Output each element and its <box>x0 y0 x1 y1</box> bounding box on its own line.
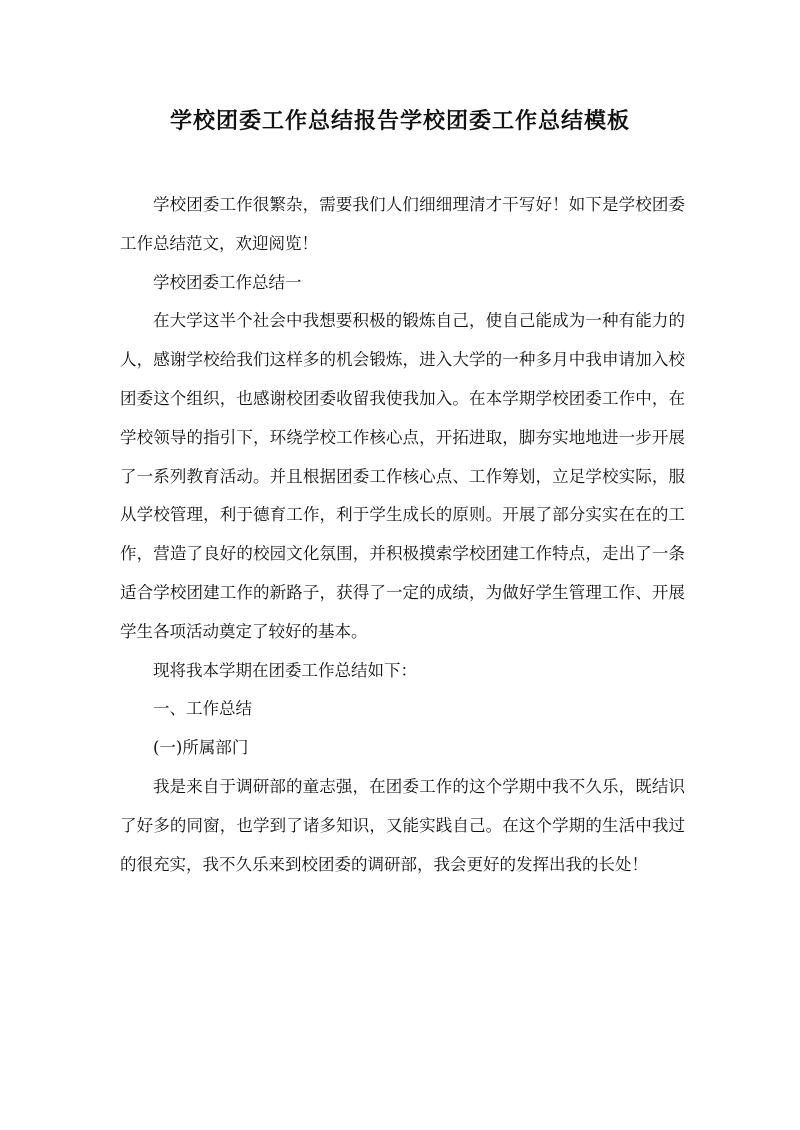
section-heading-work-summary: 一、工作总结 <box>153 699 252 719</box>
subsection-heading-department: (一)所属部门 <box>153 738 249 758</box>
intro-paragraph: 学校团委工作很繁杂，需要我们人们细细理清才干写好！如下是学校团委工作总结范文，欢迎阅览！ <box>120 195 685 253</box>
document-body <box>120 186 685 884</box>
body-paragraph: 我是来自于调研部的童志强，在团委工作的这个学期中我不久乐，既结识了好多的同窗，也学到了诸多知识，又能实践自己。在这个学期的生活中我过的很充实，我不久乐来到校团委的调研部，我会更好的发挥出我的长处！ <box>120 776 685 874</box>
section-heading-summary-one: 学校团委工作总结一 <box>153 272 302 292</box>
document-title: 学校团委工作总结报告学校团委工作总结模板 <box>169 108 630 134</box>
summary-lead-in: 现将我本学期在团委工作总结如下： <box>153 660 417 680</box>
body-paragraph: 在大学这半个社会中我想要积极的锻炼自己，使自己能成为一种有能力的人，感谢学校给我们这样多的机会锻炼，进入大学的一种多月中我申请加入校团委这个组织，也感谢校团委收留我使我加入。在本学期学校团委工作中，在学校领导的指引下，环绕学校工作核心点，开拓进取，脚夯实地地进一步开展了一系列教育活动。并且根据团委工作核心点、工作筹划，立足学校实际，服从学校管理，利于德育工作，利于学生成长的原则。开展了部分实实在在的工作，营造了良好的校园文化氛围，并积极摸索学校团建工作特点，走出了一条适合学校团建工作的新路子，获得了一定的成绩，为做好学生管理工作、开展学生各项活动奠定了较好的基本。 <box>120 311 685 641</box>
